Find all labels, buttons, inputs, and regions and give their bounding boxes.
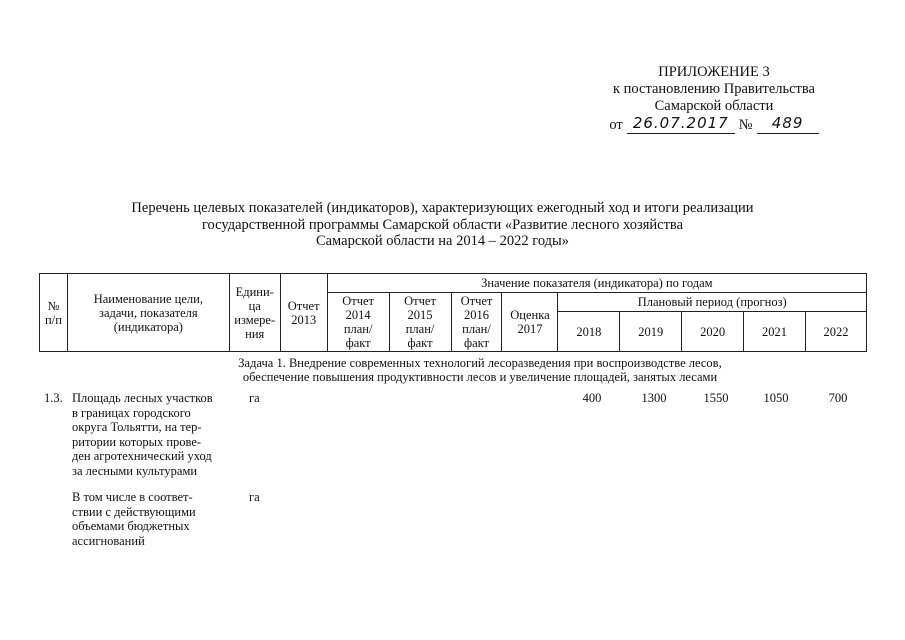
col-header-report-2013: Отчет 2013	[280, 274, 327, 352]
col-header-plan-group: Плановый период (прогноз)	[558, 293, 867, 312]
indicator-table-header	[39, 273, 867, 352]
table-row-name: В том числе в соответ- ствии с действующими объемами бюджетных ассигнований	[72, 490, 196, 548]
value-2019: 1300	[641, 391, 667, 405]
row-unit: га	[249, 391, 260, 405]
col-header-name: Наименование цели, задачи, показателя (индикатора)	[67, 274, 229, 352]
col-header-year-2018: 2018	[558, 312, 620, 352]
col-header-num: № п/п	[40, 274, 68, 352]
col-header-values-group: Значение показателя (индикатора) по годам	[327, 274, 866, 293]
value-2018: 400	[582, 391, 602, 405]
task-heading: Задача 1. Внедрение современных технологий лесоразведения при воспроизводстве лесов, обеспечение повышения продуктивности лесов и увеличение площадей, занятых лесами	[238, 356, 722, 384]
title-line-1: Перечень целевых показателей (индикаторов), характеризующих ежегодный ход и итоги реализации	[131, 200, 754, 216]
value-2021: 1050	[763, 391, 789, 405]
table-row-name: Площадь лесных участков в границах городского округа Тольятти, на тер- ритории которых прове- ден агротехнический уход за лесными культурами	[72, 391, 213, 478]
appendix-signature-line	[599, 115, 829, 135]
row-number: 1.3.	[44, 391, 63, 405]
from-label: от	[609, 117, 623, 133]
col-header-report-2014: Отчет 2014 план/ факт	[327, 293, 389, 352]
appendix-title: ПРИЛОЖЕНИЕ 3	[658, 64, 770, 80]
title-line-3: Самарской области на 2014 – 2022 годы»	[315, 233, 570, 249]
handwritten-date: 26.07.2017	[632, 114, 729, 132]
col-header-year-2021: 2021	[744, 312, 806, 352]
handwritten-number: 489	[771, 114, 804, 132]
document-title	[90, 200, 795, 250]
appendix-region: Самарской области	[654, 98, 774, 114]
value-2020: 1550	[703, 391, 729, 405]
col-header-year-2019: 2019	[620, 312, 682, 352]
col-header-unit: Едини- ца измере- ния	[229, 274, 280, 352]
col-header-year-2020: 2020	[682, 312, 744, 352]
appendix-block	[599, 64, 829, 135]
value-2022: 700	[828, 391, 848, 405]
appendix-resolution: к постановлению Правительства	[613, 81, 815, 97]
number-label: №	[738, 117, 753, 133]
row-unit: га	[249, 490, 260, 504]
col-header-estimate-2017: Оценка 2017	[502, 293, 558, 352]
title-line-2: государственной программы Самарской области «Развитие лесного хозяйства	[201, 216, 684, 233]
col-header-report-2016: Отчет 2016 план/ факт	[451, 293, 502, 352]
col-header-year-2022: 2022	[805, 312, 866, 352]
col-header-report-2015: Отчет 2015 план/ факт	[389, 293, 451, 352]
